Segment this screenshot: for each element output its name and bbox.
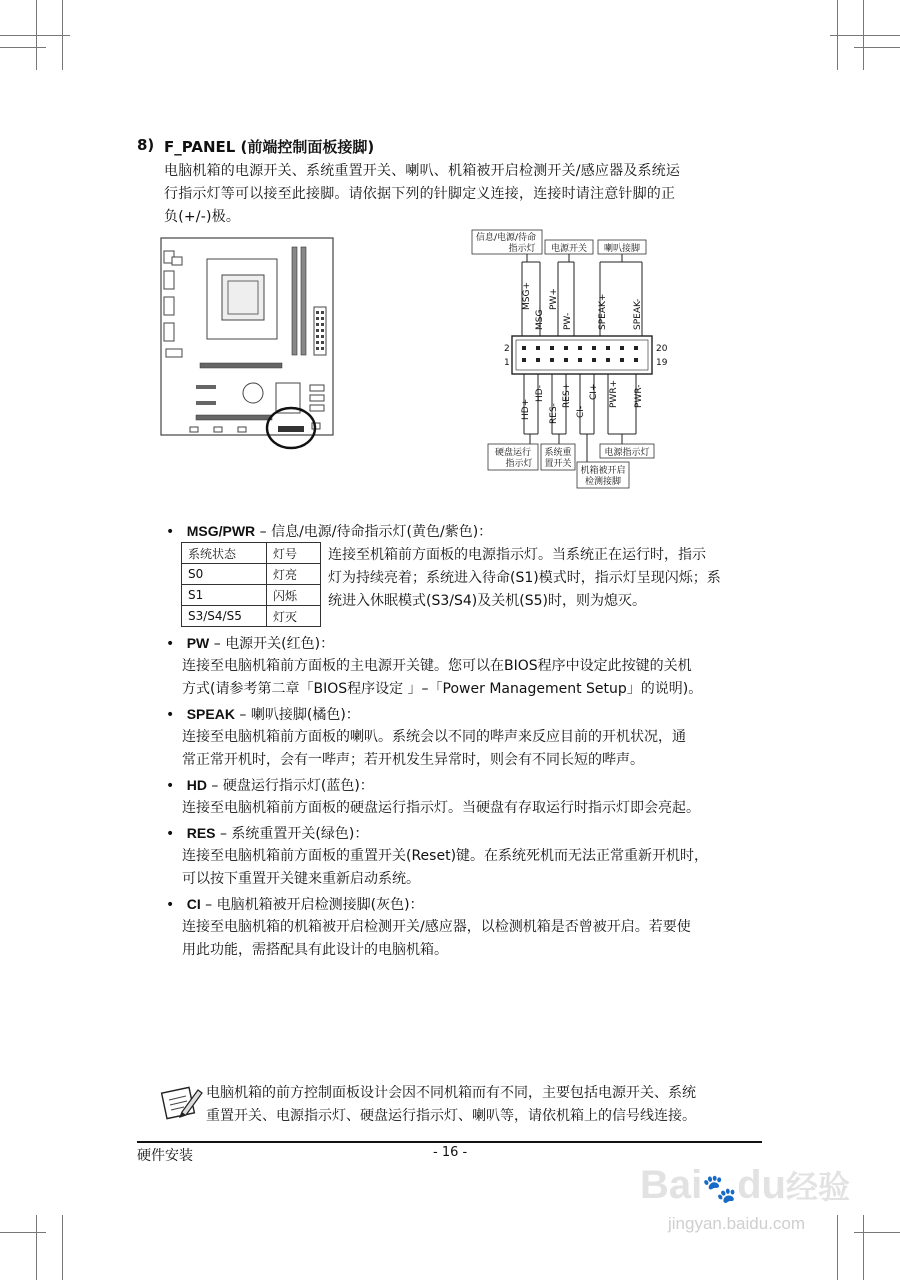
pin-label: RES+ xyxy=(562,382,572,408)
bullet-label: 喇叭接脚(橘色)： xyxy=(250,707,360,723)
pin-label: PWR+ xyxy=(609,379,619,408)
bullet-dash: – xyxy=(211,778,219,794)
pin-label: MSG- xyxy=(535,306,545,330)
group-label: 喇叭接脚 xyxy=(603,244,641,254)
pin-label: MSG+ xyxy=(522,282,532,310)
table-cell: 闪烁 xyxy=(267,585,321,606)
group-label: 指示灯 xyxy=(508,244,536,254)
crop-mark xyxy=(837,1215,838,1280)
pin-number: 19 xyxy=(656,358,668,368)
intro-line: 负(+/-)极。 xyxy=(164,209,241,225)
group-label: 指示灯 xyxy=(505,459,533,469)
table-cell: S0 xyxy=(182,564,267,585)
bullet-label: 电源开关(红色)： xyxy=(225,636,335,652)
bullet-pw xyxy=(166,632,766,701)
pin-label: SPEAK+ xyxy=(598,293,608,330)
table-cell: 灯亮 xyxy=(267,564,321,585)
note-pencil-icon xyxy=(160,1082,204,1122)
pin-label: PW- xyxy=(563,312,573,330)
bullet-dot: • xyxy=(166,778,175,794)
text-line: 电脑机箱的前方控制面板设计会因不同机箱而有不同，主要包括电源开关、系统 xyxy=(206,1085,696,1101)
bullet-name: HD xyxy=(186,777,207,793)
table-row xyxy=(182,585,321,606)
pin-label: SPEAK- xyxy=(633,298,643,330)
pin-label: RES- xyxy=(549,403,559,424)
text-line: 可以按下重置开关键来重新启动系统。 xyxy=(182,871,420,887)
crop-mark xyxy=(0,47,46,48)
bullet-list xyxy=(166,632,766,962)
group-label: 置开关 xyxy=(544,459,572,469)
table-header: 系统状态 xyxy=(182,543,267,564)
bullet-name: SPEAK xyxy=(186,706,235,722)
text-line: 连接至电脑机箱前方面板的硬盘运行指示灯。当硬盘有存取运行时指示灯即会亮起。 xyxy=(182,800,700,816)
bullet-dash: – xyxy=(239,707,247,723)
bullet-speak xyxy=(166,703,766,772)
bullet-dot: • xyxy=(166,636,175,652)
pin-label: HD+ xyxy=(521,398,531,420)
pin-label: CI- xyxy=(576,405,586,418)
bullet-dot: • xyxy=(166,897,175,913)
connector-header xyxy=(512,336,652,374)
bullet-ci xyxy=(166,893,766,962)
text-line: 重置开关、电源指示灯、硬盘运行指示灯、喇叭等，请依机箱上的信号线连接。 xyxy=(206,1108,696,1124)
table-row xyxy=(182,606,321,627)
crop-mark xyxy=(863,1215,864,1280)
section-number: 8) xyxy=(137,136,155,154)
crop-mark xyxy=(0,1232,46,1233)
group-label: 系统重 xyxy=(544,448,572,458)
table-cell: S3/S4/S5 xyxy=(182,606,267,627)
bullet-dash: – xyxy=(213,636,221,652)
text-line: 连接至电脑机箱前方面板的主电源开关键。您可以在BIOS程序中设定此按键的关机 xyxy=(182,658,692,674)
pin-label: HD- xyxy=(535,385,545,402)
crop-mark xyxy=(0,35,70,36)
section-title: F_PANEL (前端控制面板接脚) xyxy=(164,138,375,156)
pin-number: 20 xyxy=(656,344,668,354)
text-line: 用此功能，需搭配具有此设计的电脑机箱。 xyxy=(182,942,448,958)
bullet-res xyxy=(166,822,766,891)
pin-number: 1 xyxy=(504,358,510,368)
footer-section-name: 硬件安装 xyxy=(137,1148,193,1164)
table-row xyxy=(182,564,321,585)
bullet-name: CI xyxy=(186,896,201,912)
group-label: 检测接脚 xyxy=(584,477,622,487)
text-line: 方式(请参考第二章「BIOS程序设定 」–「Power Management Setup」的说明)。 xyxy=(182,681,703,697)
led-status-table xyxy=(181,542,321,627)
note-text xyxy=(206,1082,696,1128)
bullet-dot: • xyxy=(166,826,175,842)
pin-number: 2 xyxy=(504,344,510,354)
text-line: 常正常开机时，会有一哔声；若开机发生异常时，则会有不同长短的哔声。 xyxy=(182,752,644,768)
f-panel-pinout-diagram xyxy=(470,228,670,496)
text-line: 连接至电脑机箱前方面板的重置开关(Reset)键。在系统死机而无法正常重新开机时， xyxy=(182,848,709,864)
bullet-label: 电脑机箱被开启检测接脚(灰色)： xyxy=(216,897,424,913)
table-cell: 灯灭 xyxy=(267,606,321,627)
crop-mark xyxy=(854,47,900,48)
crop-mark xyxy=(854,1232,900,1233)
group-label: 电源指示灯 xyxy=(604,448,650,458)
bullet-label: 系统重置开关(绿色)： xyxy=(231,826,369,842)
group-label: 机箱被开启 xyxy=(580,466,626,476)
bullet-name: MSG/PWR xyxy=(186,523,256,539)
bullet-dash: – xyxy=(259,524,267,540)
watermark-url: jingyan.baidu.com xyxy=(668,1214,806,1233)
group-label: 硬盘运行 xyxy=(494,448,532,458)
bullet-hd xyxy=(166,774,766,820)
text-line: 灯为持续亮着；系统进入待命(S1)模式时，指示灯呈现闪烁；系 xyxy=(328,570,721,586)
bullet-dash: – xyxy=(205,897,213,913)
page-number: - 16 - xyxy=(433,1145,468,1160)
text-line: 连接至机箱前方面板的电源指示灯。当系统正在运行时，指示 xyxy=(328,547,706,563)
pin-label: PWR- xyxy=(634,384,644,408)
pin-label: PW+ xyxy=(549,288,559,310)
bullet-dash: – xyxy=(219,826,227,842)
bullet-name: PW xyxy=(186,635,210,651)
bullet-label: 硬盘运行指示灯(蓝色)： xyxy=(222,778,374,794)
table-row xyxy=(182,543,321,564)
intro-line: 电脑机箱的电源开关、系统重置开关、喇叭、机箱被开启检测开关/感应器及系统运 xyxy=(164,163,681,179)
pin-label: CI+ xyxy=(589,383,599,400)
text-line: 连接至电脑机箱前方面板的喇叭。系统会以不同的哔声来反应目前的开机状况，通 xyxy=(182,729,686,745)
crop-mark xyxy=(36,1215,37,1280)
intro-paragraph xyxy=(164,160,680,229)
bullet-msg-pwr xyxy=(166,520,492,543)
crop-mark xyxy=(830,35,900,36)
text-line: 统进入休眠模式(S3/S4)及关机(S5)时，则为熄灭。 xyxy=(328,593,646,609)
bullet-dot: • xyxy=(166,524,175,540)
motherboard-diagram xyxy=(160,237,335,457)
footer-rule xyxy=(137,1141,762,1143)
msg-description xyxy=(328,544,721,613)
bullet-dot: • xyxy=(166,707,175,723)
group-label: 信息/电源/待命 xyxy=(475,233,537,243)
text-line: 连接至电脑机箱的机箱被开启检测开关/感应器，以检测机箱是否曾被开启。若要使 xyxy=(182,919,691,935)
table-header: 灯号 xyxy=(267,543,321,564)
baidu-watermark-logo: Bai🐾du经验 xyxy=(640,1163,851,1207)
crop-mark xyxy=(62,1215,63,1280)
table-cell: S1 xyxy=(182,585,267,606)
intro-line: 行指示灯等可以接至此接脚。请依据下列的针脚定义连接，连接时请注意针脚的正 xyxy=(164,186,676,202)
bullet-name: RES xyxy=(186,825,216,841)
bullet-label: 信息/电源/待命指示灯(黄色/紫色)： xyxy=(271,524,493,540)
group-label: 电源开关 xyxy=(550,244,588,254)
